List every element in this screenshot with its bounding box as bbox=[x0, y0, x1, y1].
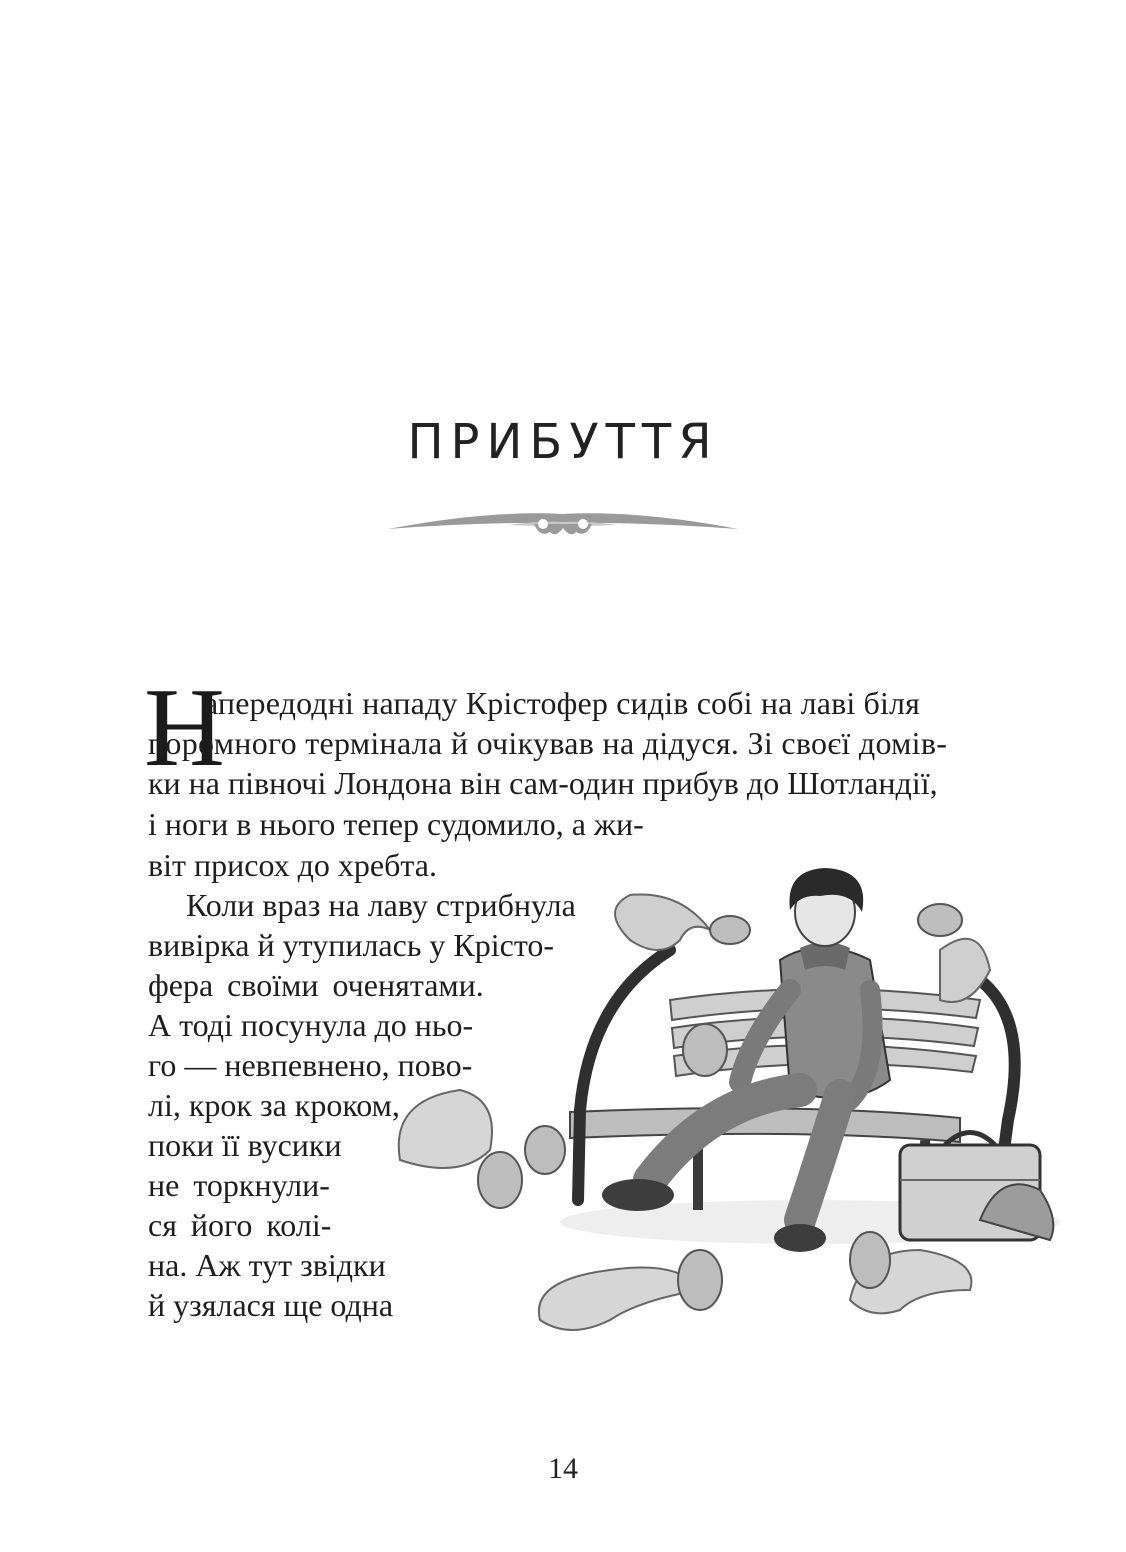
text-line: ки на півночі Лондона він сам-один прибув до Шотландії, bbox=[148, 765, 938, 801]
chapter-title: ПРИБУТТЯ bbox=[407, 414, 719, 470]
boy-on-bench-with-squirrels-illustration bbox=[380, 850, 1080, 1370]
page-number: 14 bbox=[548, 1452, 578, 1485]
text-line: ся його колі- bbox=[148, 1207, 332, 1243]
drop-cap: Н bbox=[144, 666, 225, 790]
text-line: фера своїми оченятами. bbox=[148, 967, 484, 1003]
text-line: апередодні нападу Крістофер сидів собі на лаві біля bbox=[204, 685, 920, 721]
text-line: на. Аж тут звідки bbox=[148, 1247, 386, 1283]
text-line: і ноги в нього тепер судомило, а жи- bbox=[148, 806, 644, 842]
text-line: Коли враз на лаву стрибнула bbox=[186, 887, 576, 923]
text-line: віт присох до хребта. bbox=[148, 847, 437, 883]
text-line: вивірка й утупилась у Крісто- bbox=[148, 927, 555, 963]
text-line: А тоді посунула до ньо- bbox=[148, 1007, 474, 1043]
title-ornament-icon bbox=[388, 508, 738, 544]
text-line: не торкнули- bbox=[148, 1167, 330, 1203]
text-line: лі, крок за кроком, bbox=[148, 1087, 400, 1123]
text-line: го — невпевнено, пово- bbox=[148, 1047, 473, 1083]
text-line: й узялася ще одна bbox=[148, 1287, 394, 1323]
text-line: поки її вусики bbox=[148, 1127, 342, 1163]
text-line: поромного термінала й очікував на дідуся. Зі своєї домів- bbox=[148, 725, 948, 761]
